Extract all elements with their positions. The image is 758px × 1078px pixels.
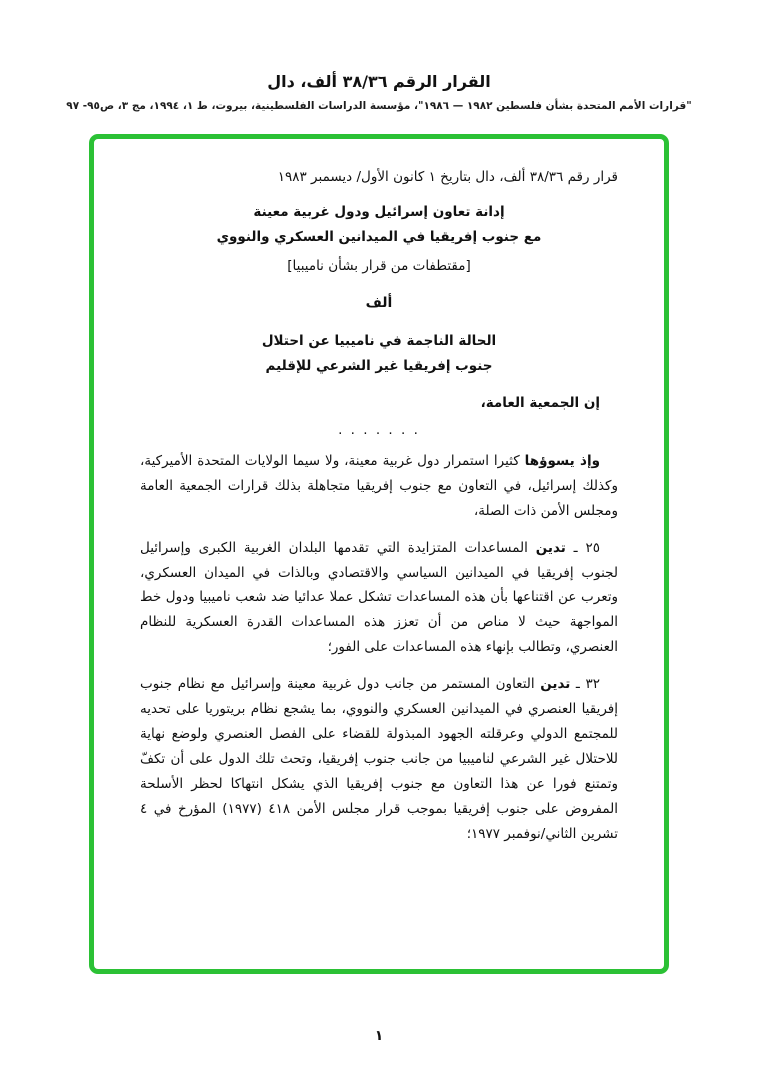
paragraph-lead: تدين xyxy=(535,539,566,556)
page-footer xyxy=(0,1025,758,1044)
page-number: ١ xyxy=(374,1028,384,1044)
subheading-line-1: الحالة الناجمة في ناميبيا عن احتلال xyxy=(261,332,497,349)
paragraph-number: ٣٢ ـ xyxy=(575,676,600,693)
paragraph-25 xyxy=(140,536,618,661)
paragraph-text: المساعدات المتزايدة التي تقدمها البلدان الغربية الكبرى وإسرائيل لجنوب إفريقيا في الميدانين السياسي والاقتصادي وبالذات في الميدان العسكري، وتعرب عن اقتناعها بأن هذه المساعدات تشكل عملا عدائيا ضد شعب ناميبيا ودول خط المواجهة حيث لا مناص من أن تعزز هذه المساعدات القدرة العسكرية للنظام العنصري، وتطالب بإنهاء هذه المساعدات على الفور؛ xyxy=(140,539,618,656)
salutation: إن الجمعية العامة، xyxy=(480,394,600,411)
subheading-line-2: جنوب إفريقيا غير الشرعي للإقليم xyxy=(265,357,493,374)
paragraph-number: ٢٥ ـ xyxy=(573,539,600,556)
paragraph-lead: وإذ يسوؤها xyxy=(524,452,601,469)
paragraph-preamble xyxy=(140,449,618,524)
paragraph-lead: تدين xyxy=(540,676,571,693)
heading-line-1: إدانة تعاون إسرائيل ودول غربية معينة xyxy=(253,203,505,220)
page-title: القرار الرقم ٣٨/٣٦ ألف، دال xyxy=(267,72,491,91)
paragraph-text: كثيرا استمرار دول غربية معينة، ولا سيما الولايات المتحدة الأميركية، وكذلك إسرائيل، في التعاون مع جنوب إفريقيا متجاهلة بذلك قرارات الجمعية العامة ومجلس الأمن ذات الصلة، xyxy=(140,452,618,519)
content-frame xyxy=(89,134,669,974)
source-citation: "قرارات الأمم المتحدة بشأن فلسطين ١٩٨٢ — ١٩٨٦"، مؤسسة الدراسات الفلسطينية، بيروت، ط ١، ١٩٩٤، مج ٣، ص٩٥- ٩٧ xyxy=(66,100,692,112)
omission-ellipsis: . . . . . . . xyxy=(338,421,420,438)
paragraph-32 xyxy=(140,672,618,847)
paragraph-text: التعاون المستمر من جانب دول غربية معينة وإسرائيل مع نظام جنوب إفريقيا العنصري في الميدانين العسكري والنووي، بما يشجع نظام بريتوريا على تحديه للمجتمع الدولي وعرقلته الجهود المبذولة للقضاء على الفصل العنصري ولوضع نهاية للاحتلال غير الشرعي لناميبيا من جانب جنوب إفريقيا، وتحث تلك الدول على أن تكفّ وتمتنع فورا عن هذا التعاون مع جنوب إفريقيا الذي يشكل انتهاكا لحظر الأسلحة المفروض على جنوب إفريقيا بموجب قرار مجلس الأمن ٤١٨ (١٩٧٧) المؤرخ في ٤ تشرين الثاني/نوفمبر ١٩٧٧؛ xyxy=(140,676,618,843)
excerpt-note: [مقتطفات من قرار بشأن ناميبيا] xyxy=(287,257,471,274)
resolution-intro: قرار رقم ٣٨/٣٦ ألف، دال بتاريخ ١ كانون الأول/ ديسمبر ١٩٨٣ xyxy=(277,169,618,185)
heading-line-2: مع جنوب إفريقيا في الميدانين العسكري والنووي xyxy=(216,228,542,245)
document-header xyxy=(0,0,758,112)
section-subheading xyxy=(140,329,618,379)
document-heading xyxy=(140,200,618,250)
section-letter: ألف xyxy=(365,294,393,311)
